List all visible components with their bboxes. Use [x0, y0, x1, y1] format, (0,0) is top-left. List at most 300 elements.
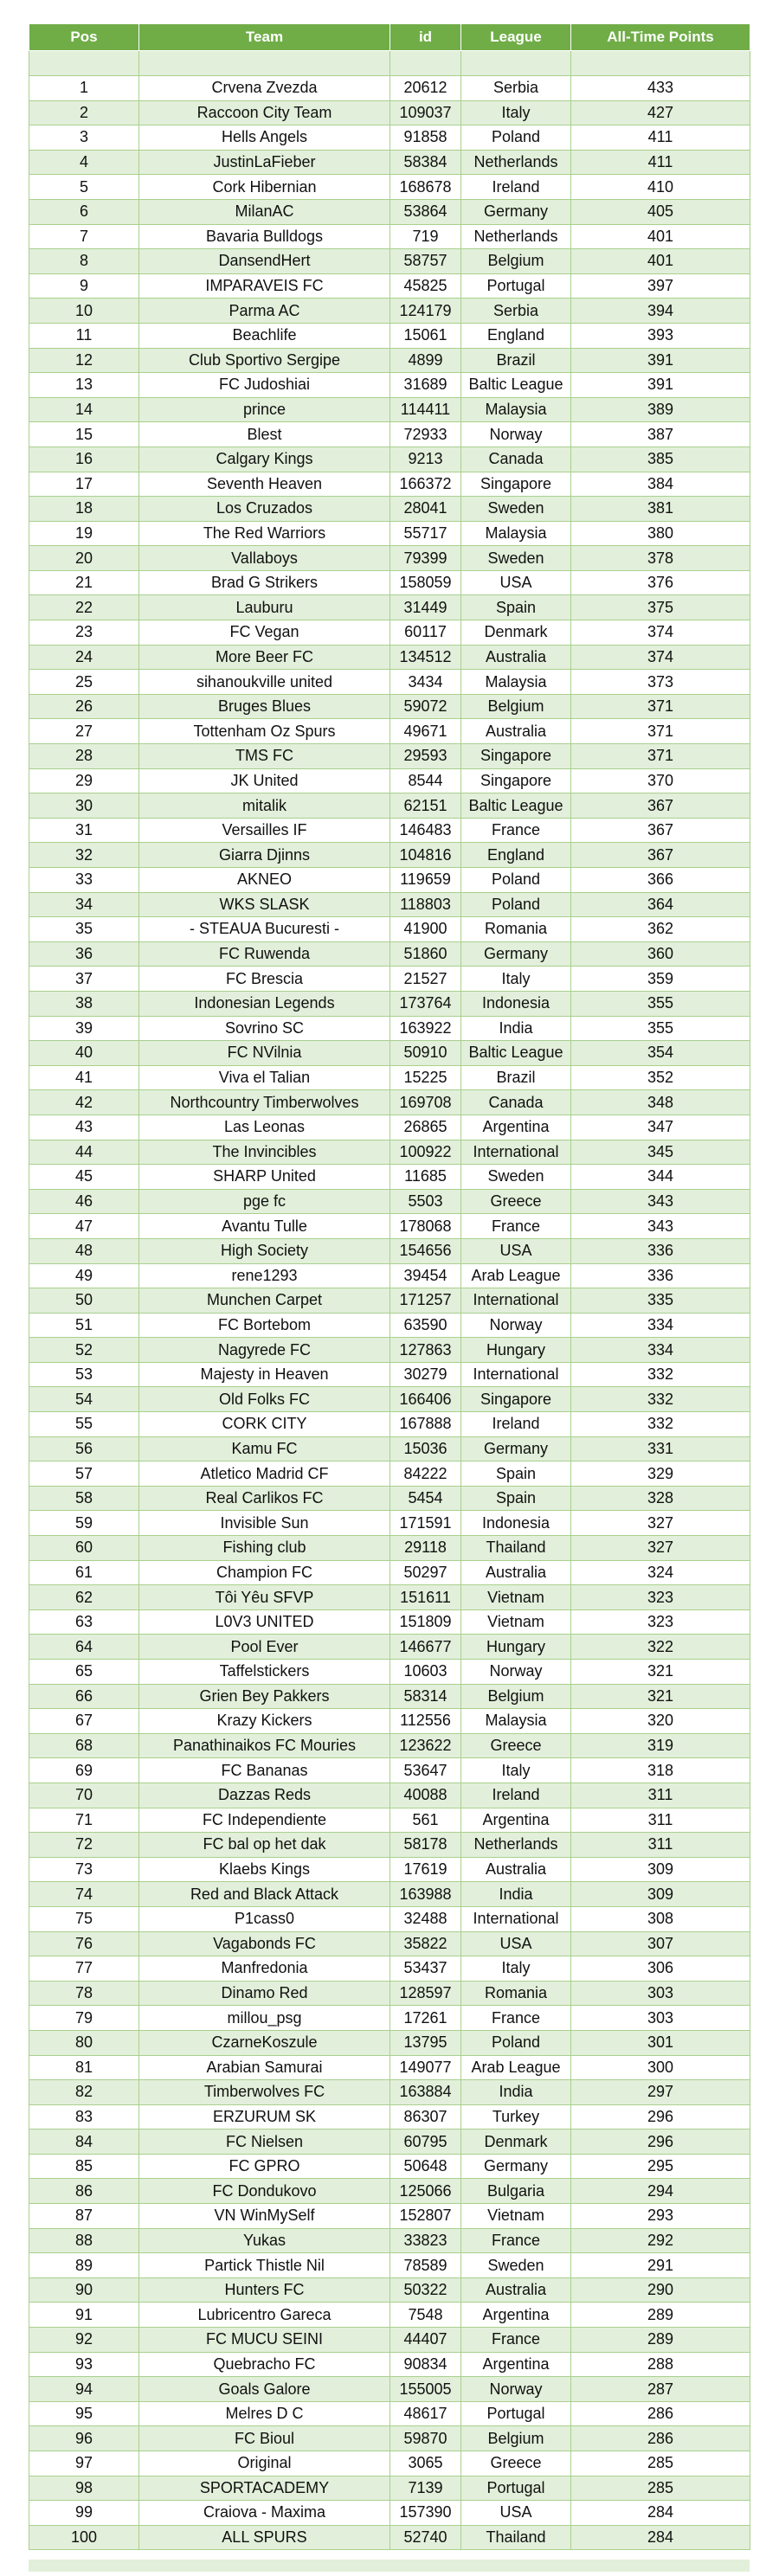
cell-points: 364 [571, 892, 750, 917]
cell-team: WKS SLASK [139, 892, 390, 917]
cell-points: 328 [571, 1486, 750, 1511]
table-row [29, 1338, 750, 1363]
cell-pos: 65 [29, 1660, 139, 1685]
cell-pos: 60 [29, 1536, 139, 1561]
cell-points: 291 [571, 2253, 750, 2278]
cell-id: 17261 [390, 2006, 461, 2031]
cell-pos: 81 [29, 2055, 139, 2080]
cell-team: FC Vegan [139, 620, 390, 646]
table-row [29, 1313, 750, 1338]
cell-id: 123622 [390, 1733, 461, 1758]
cell-team: Hells Angels [139, 125, 390, 151]
cell-pos: 90 [29, 2277, 139, 2303]
table-row [29, 348, 750, 373]
cell-id: 166372 [390, 472, 461, 497]
cell-pos: 59 [29, 1511, 139, 1536]
cell-pos: 43 [29, 1115, 139, 1140]
cell-id: 146483 [390, 818, 461, 843]
cell-points: 284 [571, 2525, 750, 2550]
cell-id: 30279 [390, 1362, 461, 1387]
cell-id: 157390 [390, 2501, 461, 2526]
table-row [29, 2080, 750, 2105]
cell-league: USA [461, 1931, 571, 1956]
cell-team: Fishing club [139, 1536, 390, 1561]
cell-league: Baltic League [461, 1041, 571, 1066]
cell-points: 285 [571, 2451, 750, 2476]
table-row [29, 744, 750, 769]
cell-league: France [461, 2006, 571, 2031]
table-header-row [29, 24, 750, 51]
cell-id: 4899 [390, 348, 461, 373]
cell-team: ERZURUM SK [139, 2104, 390, 2130]
cell-points: 286 [571, 2401, 750, 2426]
cell-pos: 42 [29, 1090, 139, 1115]
cell-pos: 12 [29, 348, 139, 373]
table-row [29, 2401, 750, 2426]
cell-id: 53864 [390, 199, 461, 224]
cell-id: 50297 [390, 1560, 461, 1585]
cell-id: 58314 [390, 1684, 461, 1709]
table-row [29, 1981, 750, 2006]
cell-pos: 38 [29, 991, 139, 1016]
cell-id: 163922 [390, 1016, 461, 1041]
cell-team: Craiova - Maxima [139, 2501, 390, 2526]
table-footer-band [29, 2560, 750, 2572]
table-row [29, 670, 750, 695]
spacer-cell [29, 51, 139, 76]
cell-team: Arabian Samurai [139, 2055, 390, 2080]
table-row [29, 595, 750, 620]
cell-league: USA [461, 2501, 571, 2526]
cell-id: 78589 [390, 2253, 461, 2278]
cell-id: 155005 [390, 2377, 461, 2402]
table-row [29, 273, 750, 299]
cell-league: Australia [461, 719, 571, 744]
standings-table-container [29, 23, 750, 2550]
cell-league: International [461, 1906, 571, 1931]
cell-team: Majesty in Heaven [139, 1362, 390, 1387]
cell-pos: 61 [29, 1560, 139, 1585]
cell-points: 367 [571, 793, 750, 819]
cell-points: 331 [571, 1436, 750, 1461]
cell-id: 50910 [390, 1041, 461, 1066]
cell-team: rene1293 [139, 1263, 390, 1288]
cell-team: Invisible Sun [139, 1511, 390, 1536]
cell-team: Goals Galore [139, 2377, 390, 2402]
cell-points: 401 [571, 224, 750, 249]
cell-pos: 15 [29, 422, 139, 447]
cell-pos: 52 [29, 1338, 139, 1363]
cell-id: 29593 [390, 744, 461, 769]
cell-points: 311 [571, 1833, 750, 1858]
cell-team: Real Carlikos FC [139, 1486, 390, 1511]
cell-points: 389 [571, 397, 750, 422]
cell-pos: 64 [29, 1635, 139, 1660]
cell-pos: 82 [29, 2080, 139, 2105]
cell-team: FC bal op het dak [139, 1833, 390, 1858]
table-row [29, 1758, 750, 1783]
cell-league: Spain [461, 1461, 571, 1487]
cell-points: 295 [571, 2154, 750, 2179]
cell-league: Serbia [461, 299, 571, 324]
cell-points: 300 [571, 2055, 750, 2080]
cell-league: Denmark [461, 2130, 571, 2155]
cell-points: 433 [571, 76, 750, 101]
cell-pos: 18 [29, 497, 139, 522]
cell-pos: 66 [29, 1684, 139, 1709]
table-row [29, 472, 750, 497]
cell-pos: 73 [29, 1857, 139, 1882]
cell-league: Malaysia [461, 1709, 571, 1734]
cell-points: 380 [571, 521, 750, 546]
cell-team: millou_psg [139, 2006, 390, 2031]
cell-points: 309 [571, 1882, 750, 1907]
cell-points: 309 [571, 1857, 750, 1882]
cell-points: 321 [571, 1684, 750, 1709]
cell-id: 28041 [390, 497, 461, 522]
cell-team: Versailles IF [139, 818, 390, 843]
cell-points: 370 [571, 768, 750, 793]
cell-points: 327 [571, 1511, 750, 1536]
cell-id: 178068 [390, 1214, 461, 1239]
cell-points: 336 [571, 1263, 750, 1288]
table-row [29, 1115, 750, 1140]
cell-pos: 40 [29, 1041, 139, 1066]
cell-league: Germany [461, 199, 571, 224]
table-row [29, 1536, 750, 1561]
cell-league: Argentina [461, 2352, 571, 2377]
cell-id: 118803 [390, 892, 461, 917]
cell-pos: 11 [29, 323, 139, 348]
cell-team: FC MUCU SEINI [139, 2328, 390, 2353]
cell-id: 149077 [390, 2055, 461, 2080]
cell-league: Ireland [461, 1412, 571, 1437]
cell-pos: 17 [29, 472, 139, 497]
cell-id: 53437 [390, 1956, 461, 1982]
cell-team: FC Bananas [139, 1758, 390, 1783]
cell-pos: 63 [29, 1609, 139, 1635]
cell-league: Canada [461, 1090, 571, 1115]
cell-team: Bruges Blues [139, 694, 390, 719]
cell-id: 39454 [390, 1263, 461, 1288]
cell-id: 40088 [390, 1783, 461, 1808]
cell-pos: 31 [29, 818, 139, 843]
cell-pos: 34 [29, 892, 139, 917]
cell-league: Norway [461, 1660, 571, 1685]
cell-pos: 28 [29, 744, 139, 769]
cell-league: India [461, 1016, 571, 1041]
cell-pos: 93 [29, 2352, 139, 2377]
cell-pos: 32 [29, 843, 139, 868]
table-row [29, 1263, 750, 1288]
cell-id: 3434 [390, 670, 461, 695]
cell-league: Bulgaria [461, 2179, 571, 2204]
cell-pos: 57 [29, 1461, 139, 1487]
spacer-cell [139, 51, 390, 76]
cell-points: 378 [571, 546, 750, 571]
cell-league: Germany [461, 941, 571, 967]
cell-league: Spain [461, 1486, 571, 1511]
cell-points: 294 [571, 2179, 750, 2204]
table-row [29, 2130, 750, 2155]
table-row [29, 1486, 750, 1511]
cell-team: More Beer FC [139, 645, 390, 670]
cell-points: 287 [571, 2377, 750, 2402]
cell-id: 104816 [390, 843, 461, 868]
cell-id: 15036 [390, 1436, 461, 1461]
table-row [29, 175, 750, 200]
table-row [29, 446, 750, 472]
cell-id: 33823 [390, 2228, 461, 2253]
cell-pos: 25 [29, 670, 139, 695]
table-row [29, 2303, 750, 2328]
cell-team: Dinamo Red [139, 1981, 390, 2006]
cell-id: 154656 [390, 1238, 461, 1263]
table-row [29, 818, 750, 843]
cell-points: 308 [571, 1906, 750, 1931]
cell-id: 86307 [390, 2104, 461, 2130]
cell-team: Avantu Tulle [139, 1214, 390, 1239]
table-row [29, 1931, 750, 1956]
cell-league: Norway [461, 2377, 571, 2402]
cell-team: VN WinMySelf [139, 2204, 390, 2229]
cell-pos: 23 [29, 620, 139, 646]
cell-id: 171257 [390, 1288, 461, 1314]
cell-league: India [461, 2080, 571, 2105]
cell-league: Belgium [461, 694, 571, 719]
cell-id: 114411 [390, 397, 461, 422]
table-row [29, 2525, 750, 2550]
table-row [29, 768, 750, 793]
cell-pos: 97 [29, 2451, 139, 2476]
cell-league: Serbia [461, 76, 571, 101]
cell-points: 348 [571, 1090, 750, 1115]
table-row [29, 868, 750, 893]
cell-id: 59072 [390, 694, 461, 719]
table-row [29, 2253, 750, 2278]
cell-league: Portugal [461, 273, 571, 299]
cell-id: 63590 [390, 1313, 461, 1338]
cell-points: 332 [571, 1387, 750, 1412]
cell-league: Ireland [461, 1783, 571, 1808]
cell-team: Seventh Heaven [139, 472, 390, 497]
cell-league: Poland [461, 892, 571, 917]
cell-pos: 26 [29, 694, 139, 719]
cell-id: 90834 [390, 2352, 461, 2377]
cell-points: 362 [571, 917, 750, 942]
all-time-standings-table [29, 23, 750, 2550]
cell-id: 35822 [390, 1931, 461, 1956]
cell-league: Baltic League [461, 373, 571, 398]
spacer-cell [390, 51, 461, 76]
cell-id: 112556 [390, 1709, 461, 1734]
table-row [29, 1660, 750, 1685]
cell-team: FC Independiente [139, 1808, 390, 1833]
cell-league: Australia [461, 645, 571, 670]
cell-team: FC Judoshiai [139, 373, 390, 398]
cell-pos: 98 [29, 2476, 139, 2501]
table-row [29, 373, 750, 398]
cell-league: Greece [461, 1733, 571, 1758]
cell-points: 384 [571, 472, 750, 497]
cell-points: 352 [571, 1065, 750, 1090]
cell-league: Hungary [461, 1635, 571, 1660]
table-row [29, 2104, 750, 2130]
cell-pos: 89 [29, 2253, 139, 2278]
cell-league: Spain [461, 595, 571, 620]
cell-id: 15225 [390, 1065, 461, 1090]
table-row [29, 1288, 750, 1314]
cell-pos: 83 [29, 2104, 139, 2130]
cell-id: 167888 [390, 1412, 461, 1437]
cell-id: 125066 [390, 2179, 461, 2204]
cell-points: 347 [571, 1115, 750, 1140]
cell-id: 21527 [390, 967, 461, 992]
cell-id: 5454 [390, 1486, 461, 1511]
cell-team: Dazzas Reds [139, 1783, 390, 1808]
table-row [29, 2228, 750, 2253]
cell-pos: 87 [29, 2204, 139, 2229]
cell-league: Arab League [461, 1263, 571, 1288]
table-row [29, 1585, 750, 1610]
cell-pos: 3 [29, 125, 139, 151]
cell-points: 311 [571, 1808, 750, 1833]
cell-league: Turkey [461, 2104, 571, 2130]
cell-points: 319 [571, 1733, 750, 1758]
cell-points: 332 [571, 1412, 750, 1437]
cell-team: Bavaria Bulldogs [139, 224, 390, 249]
cell-pos: 24 [29, 645, 139, 670]
cell-id: 91858 [390, 125, 461, 151]
cell-id: 100922 [390, 1140, 461, 1165]
table-row [29, 1684, 750, 1709]
cell-team: Sovrino SC [139, 1016, 390, 1041]
cell-points: 336 [571, 1238, 750, 1263]
cell-team: Old Folks FC [139, 1387, 390, 1412]
cell-pos: 14 [29, 397, 139, 422]
cell-league: Australia [461, 1560, 571, 1585]
cell-points: 290 [571, 2277, 750, 2303]
cell-team: FC Bortebom [139, 1313, 390, 1338]
cell-pos: 44 [29, 1140, 139, 1165]
cell-team: Grien Bey Pakkers [139, 1684, 390, 1709]
cell-league: England [461, 843, 571, 868]
cell-league: France [461, 818, 571, 843]
table-row [29, 1635, 750, 1660]
cell-id: 119659 [390, 868, 461, 893]
cell-league: Singapore [461, 744, 571, 769]
cell-team: Las Leonas [139, 1115, 390, 1140]
cell-points: 334 [571, 1338, 750, 1363]
cell-id: 20612 [390, 76, 461, 101]
cell-id: 128597 [390, 1981, 461, 2006]
cell-league: Arab League [461, 2055, 571, 2080]
cell-team: P1cass0 [139, 1906, 390, 1931]
cell-id: 163884 [390, 2080, 461, 2105]
cell-id: 151611 [390, 1585, 461, 1610]
cell-league: Romania [461, 1981, 571, 2006]
cell-pos: 27 [29, 719, 139, 744]
cell-pos: 7 [29, 224, 139, 249]
cell-id: 48617 [390, 2401, 461, 2426]
cell-id: 41900 [390, 917, 461, 942]
cell-pos: 4 [29, 150, 139, 175]
cell-team: Lauburu [139, 595, 390, 620]
cell-pos: 29 [29, 768, 139, 793]
cell-id: 163988 [390, 1882, 461, 1907]
cell-league: USA [461, 1238, 571, 1263]
cell-points: 293 [571, 2204, 750, 2229]
cell-id: 79399 [390, 546, 461, 571]
column-header-pos: Pos [29, 24, 139, 51]
cell-league: Sweden [461, 546, 571, 571]
cell-team: prince [139, 397, 390, 422]
cell-points: 366 [571, 868, 750, 893]
cell-pos: 33 [29, 868, 139, 893]
column-header-team: Team [139, 24, 390, 51]
cell-league: Australia [461, 2277, 571, 2303]
table-row [29, 2055, 750, 2080]
table-row [29, 199, 750, 224]
cell-pos: 74 [29, 1882, 139, 1907]
cell-points: 355 [571, 991, 750, 1016]
table-row [29, 1511, 750, 1536]
cell-league: Italy [461, 967, 571, 992]
table-row [29, 1436, 750, 1461]
cell-id: 11685 [390, 1165, 461, 1190]
cell-points: 371 [571, 694, 750, 719]
cell-team: SPORTACADEMY [139, 2476, 390, 2501]
cell-points: 401 [571, 249, 750, 274]
cell-id: 7139 [390, 2476, 461, 2501]
cell-id: 60795 [390, 2130, 461, 2155]
cell-league: Malaysia [461, 521, 571, 546]
table-row [29, 645, 750, 670]
cell-pos: 79 [29, 2006, 139, 2031]
cell-team: Munchen Carpet [139, 1288, 390, 1314]
table-row [29, 620, 750, 646]
cell-points: 374 [571, 645, 750, 670]
table-row [29, 2352, 750, 2377]
cell-league: Thailand [461, 2525, 571, 2550]
cell-points: 296 [571, 2104, 750, 2130]
cell-points: 322 [571, 1635, 750, 1660]
cell-team: FC Dondukovo [139, 2179, 390, 2204]
cell-team: Calgary Kings [139, 446, 390, 472]
table-row [29, 892, 750, 917]
cell-team: AKNEO [139, 868, 390, 893]
cell-team: Vagabonds FC [139, 1931, 390, 1956]
cell-pos: 67 [29, 1709, 139, 1734]
table-row [29, 2006, 750, 2031]
table-row [29, 2179, 750, 2204]
cell-team: CORK CITY [139, 1412, 390, 1437]
cell-league: International [461, 1288, 571, 1314]
cell-team: Quebracho FC [139, 2352, 390, 2377]
cell-league: Romania [461, 917, 571, 942]
cell-points: 397 [571, 273, 750, 299]
cell-id: 29118 [390, 1536, 461, 1561]
cell-pos: 16 [29, 446, 139, 472]
table-row [29, 1090, 750, 1115]
cell-league: Portugal [461, 2476, 571, 2501]
cell-id: 109037 [390, 100, 461, 125]
spacer-cell [571, 51, 750, 76]
cell-points: 286 [571, 2426, 750, 2451]
cell-points: 375 [571, 595, 750, 620]
cell-pos: 2 [29, 100, 139, 125]
cell-points: 327 [571, 1536, 750, 1561]
